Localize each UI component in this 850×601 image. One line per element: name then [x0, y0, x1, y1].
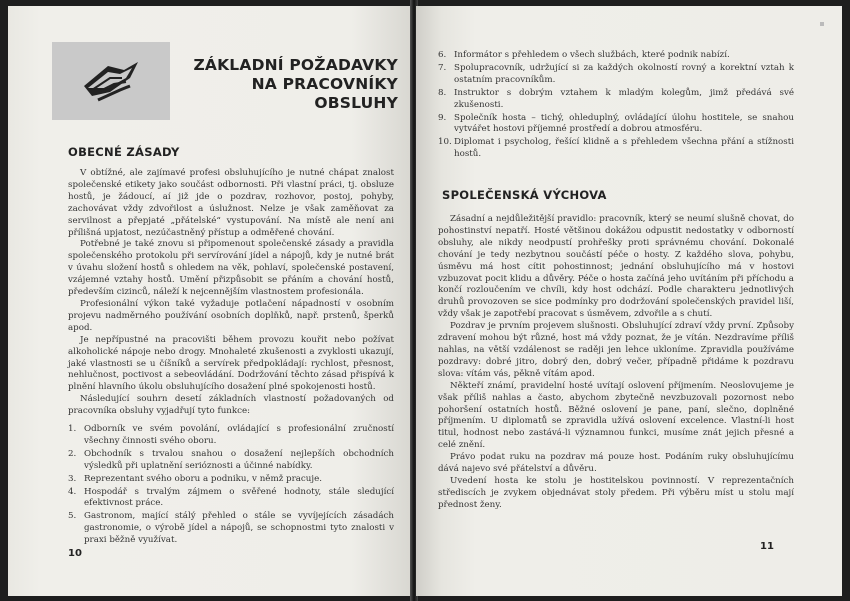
list-number: 5.	[68, 511, 77, 522]
list-text: Reprezentant svého oboru a podniku, v němž pracuje.	[84, 473, 322, 484]
list-item	[68, 474, 394, 486]
left-list	[68, 424, 394, 548]
list-text: Diplomat i psycholog, řešící klidně a s přehledem všechna přání a stížnosti hostů.	[454, 137, 794, 160]
list-item	[438, 50, 794, 62]
list-text: Odborník ve svém povolání, ovládající s profesionální zručností všechny činnosti svého oboru.	[84, 424, 394, 446]
section-title-general: OBECNÉ ZÁSADY	[68, 145, 180, 159]
paragraph: Uvedení hosta ke stolu je hostitelskou povinností. V reprezentačních střediscích je zvykem objednávat stoly předem. Při výběru míst u stolu mají přednost ženy.	[438, 475, 794, 510]
list-number: 2.	[68, 448, 77, 459]
waiter-tray-icon	[80, 56, 142, 108]
list-item	[438, 63, 794, 87]
right-list	[438, 50, 794, 162]
list-item	[438, 137, 794, 161]
list-text: Společník hosta – tichý, ohleduplný, ovládající úlohu hostitele, se snahou vytvářet hostovi příjemné prostředí a dobrou atmosféru.	[454, 112, 794, 135]
left-page	[8, 6, 412, 596]
right-body-text	[438, 214, 794, 512]
page-number-right: 11	[760, 541, 774, 552]
list-number: 10.	[438, 137, 452, 148]
list-item	[68, 424, 394, 448]
scan-mark	[820, 22, 824, 26]
list-item	[68, 511, 394, 547]
left-body-text	[68, 168, 394, 418]
chapter-title: ZÁKLADNÍ POŽADAVKY NA PRACOVNÍKY OBSLUHY	[193, 56, 398, 112]
paragraph: Je nepřípustné na pracovišti během provozu kouřit nebo požívat alkoholické nápoje nebo drogy. Mnohaleté zkušenosti a zvyklosti ukazují, jaké vlastnosti se u číšníků a servírek předpokládají: rychlost, přesnost, nehlučnost, poctivost a sebeovládání. Dodržování těchto zásad přispívá k plnění hlavního úkolu obsluhujícího dosažení plné spokojenosti hostů.	[68, 334, 394, 393]
page-number-left: 10	[68, 548, 82, 559]
list-number: 3.	[68, 473, 77, 484]
list-text: Obchodník s trvalou snahou o dosažení nejlepších obchodních výsledků při uplatnění serióznosti a účinné nabídky.	[84, 448, 394, 471]
list-number: 4.	[68, 486, 77, 497]
paragraph: Potřebné je také znovu si připomenout společenské zásady a pravidla společenského protokolu při servírování jídel a nápojů, kdy je nutné brát v úvahu složení hostů s ohledem na věk, pohlaví, společenské postavení, vzájemné vztahy hostů. Umění přizpůsobit se přáním a chování hostů, především cizinců, náleží k nejcennějším vlastnostem profesionála.	[68, 239, 394, 298]
list-item	[68, 449, 394, 473]
list-item	[438, 113, 794, 137]
chapter-logo	[52, 42, 170, 120]
paragraph: Následující souhrn desetí základních vlastností požadovaných od pracovníka obsluhy vyjadřují tyto funkce:	[68, 394, 394, 417]
right-page	[416, 6, 842, 596]
list-number: 7.	[438, 62, 447, 73]
paragraph: Právo podat ruku na pozdrav má pouze host. Podáním ruky obsluhujícímu dává najevo své přátelství a důvěru.	[438, 452, 794, 475]
paragraph: V obtížné, ale zajímavé profesi obsluhujícího je nutné chápat znalost společenské etikety jako součást odbornosti. Při vlastní práci, tj. obsluze hostů, je žádoucí, aí již jde o pozdrav, rozhovor, postoj, pohyby, zachovávat vždy zdvořilost a úslužnost. Nelze je však zaměňovat za servilnost a přepjaté „přátelské“ vystupování. Na místě ale není ani přílišná upjatost, nezúčastněný přístup a odměřené chování.	[68, 168, 394, 238]
list-text: Informátor s přehledem o všech službách, které podnik nabízí.	[454, 50, 730, 60]
list-number: 6.	[438, 50, 447, 60]
paragraph: Zásadní a nejdůležitější pravidlo: pracovník, který se neumí slušně chovat, do pohostinství nepatří. Hosté většinou dokážou odpustit nedostatky v odborností obsluhy, ale nikdy neodpustí prohřešky proti správnému chování. Dokonalé chování je tedy nezbytnou součástí péče o hosty. Z každého slova, pohybu, úsměvu má host cítit pohostinnost; jednání obsluhujícího má v hostovi vzbuzovat pocit klidu a důvěry. Péče o hosta začíná jeho uvítáním při příchodu a končí rozloučením ve chvíli, kdy host odchází. Podle charakteru jednotlivých druhů provozoven se sice podmínky pro dodržování společenských pravidel liší, vždy však je zapotřebí pracovat s úsměvem, zdvořile a s chutí.	[438, 214, 794, 320]
list-number: 9.	[438, 112, 447, 123]
paragraph: Pozdrav je prvním projevem slušnosti. Obsluhující zdraví vždy první. Způsoby zdravení mohou být různé, host má vždy poznat, že je vítán. Nezdravíme příliš nahlas, na větší vzdálenost se raději jen lehce ukloníme. Zpravidla používáme pozdravy: dobré jitro, dobrý den, dobrý večer, případně přidáme k pozdravu slova: vítám vás, pěkně vítám apod.	[438, 321, 794, 379]
paragraph: Profesionální výkon také vyžaduje potlačení nápadností v osobním projevu nadměrného používání osobních doplňků, např. prstenů, šperků apod.	[68, 298, 394, 333]
list-text: Instruktor s dobrým vztahem k mladým kolegům, jimž předává své zkušenosti.	[454, 87, 794, 110]
list-number: 1.	[68, 424, 77, 434]
list-text: Gastronom, mající stálý přehled o stále se vyvíjejících zásadách gastronomie, o výrobě jídel a nápojů, se schopnostmi tyto znalosti v praxi běžně využívat.	[84, 511, 394, 546]
list-text: Spolupracovník, udržující si za každých okolností rovný a korektní vztah k ostatním pracovníkům.	[454, 62, 794, 85]
list-item	[438, 88, 794, 112]
list-number: 8.	[438, 87, 447, 98]
list-item	[68, 487, 394, 511]
list-text: Hospodář s trvalým zájmem o svěřené hodnoty, stále sledující efektivnost práce.	[84, 486, 394, 509]
section-title-social: SPOLEČENSKÁ VÝCHOVA	[442, 188, 607, 202]
paragraph: Někteří známí, pravidelní hosté uvítají oslovení příjmením. Neoslovujeme je však příliš nahlas a často, abychom zbytečně nevzbuzovali pozornost nebo pohoršení ostatních hostů. Běžné oslovení je pane, paní, slečno, doplněné příjmením. U diplomatů se zpravidla užívá oslovení excelence. Vlastní-li host titul, hodnost nebo zastává-li významnou funkci, musíme znát jejich přesné a celé znění.	[438, 380, 794, 451]
